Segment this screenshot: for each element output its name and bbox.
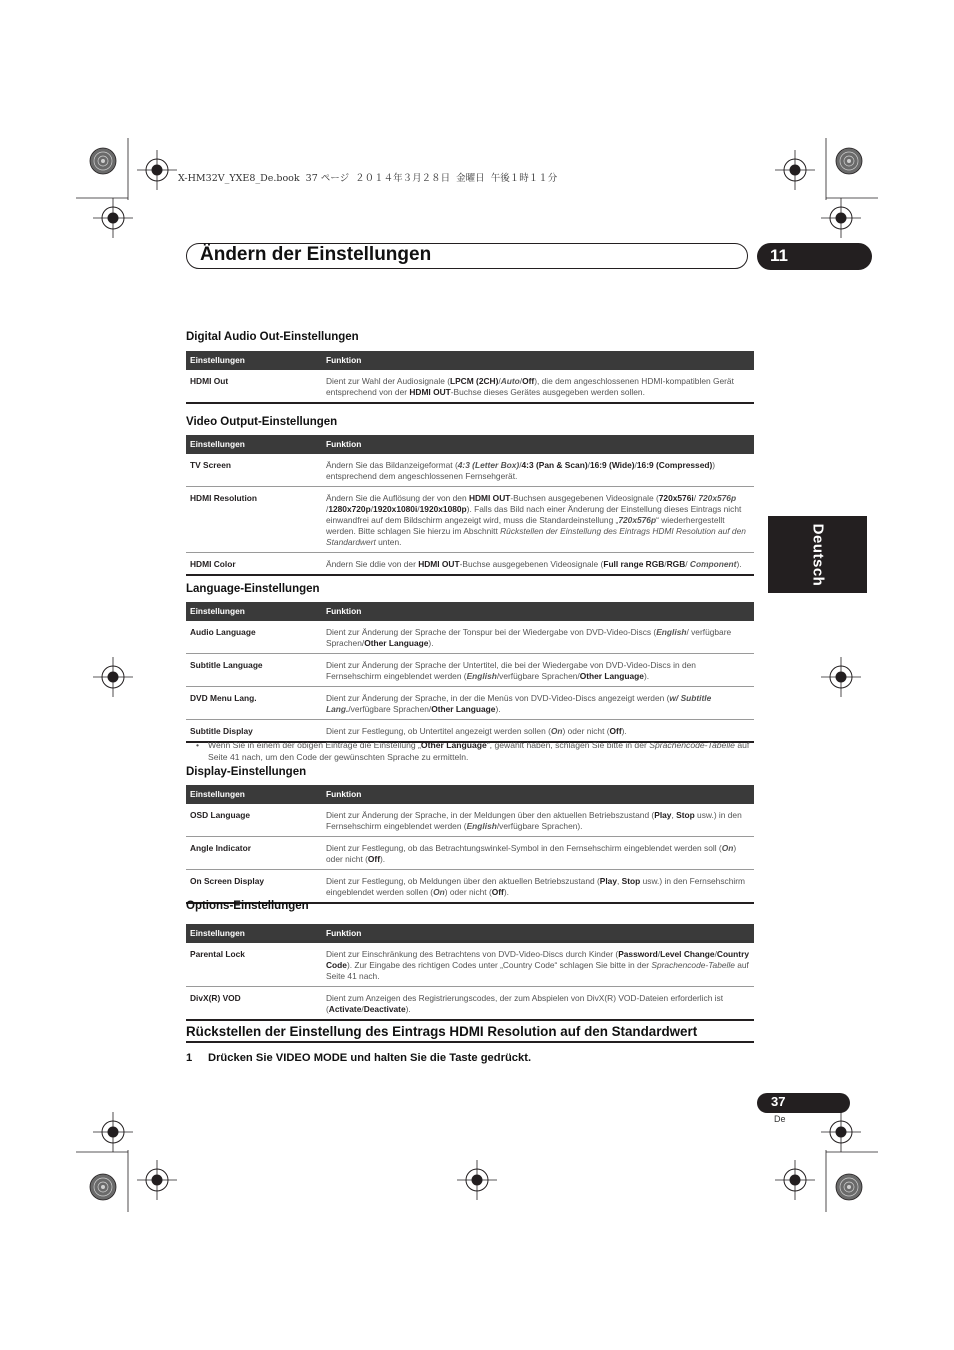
text-run: ). bbox=[380, 854, 386, 864]
text-run: Level Change bbox=[660, 949, 715, 959]
text-run: Play bbox=[654, 810, 672, 820]
text-run: Ändern Sie ddie von der bbox=[326, 559, 419, 569]
text-run: 16:9 (Compressed) bbox=[636, 460, 713, 470]
text-run: Wenn Sie in einem der obigen Einträge die Einstellung „ bbox=[208, 740, 421, 750]
setting-function bbox=[322, 870, 754, 904]
text-run: unten. bbox=[375, 537, 402, 547]
section-title-language: Language-Einstellungen bbox=[186, 583, 320, 595]
setting-function bbox=[322, 943, 754, 987]
text-run bbox=[722, 843, 734, 853]
text-run: Dient zum Anzeigen des Registrierungscodes, der zum Abspielen von DivX(R) VOD-Dateien erforderlich ist ( bbox=[326, 993, 724, 1014]
text-run: Rückstellen der Einstellung des Eintrags HDMI Resolution auf den Standardwert bbox=[326, 526, 746, 547]
text-run: HDMI OUT bbox=[468, 493, 511, 503]
text-run: ) oder nicht ( bbox=[562, 726, 610, 736]
text-run: “, gewählt haben, schlagen Sie bitte in der bbox=[486, 740, 650, 750]
text-run: Stop bbox=[676, 810, 695, 820]
setting-name: Subtitle Language bbox=[186, 654, 322, 687]
text-run: ). bbox=[495, 704, 501, 714]
text-run: 16:9 (Wide) bbox=[589, 460, 635, 470]
text-run: Stop bbox=[621, 876, 641, 886]
setting-function bbox=[322, 553, 754, 576]
text-run bbox=[467, 671, 497, 681]
col-setting: Einstellungen bbox=[186, 785, 322, 804]
text-run: 1280x720p bbox=[328, 504, 371, 514]
setting-name: TV Screen bbox=[186, 454, 322, 487]
text-run: ). bbox=[428, 638, 434, 648]
reset-heading-rule bbox=[186, 1041, 754, 1043]
text-run: w/ Subtitle Lang. bbox=[326, 693, 712, 714]
setting-function bbox=[322, 454, 754, 487]
setting-function bbox=[322, 837, 754, 870]
table-language bbox=[186, 602, 754, 743]
text-run: Dient zur Festlegung, ob Meldungen über den aktuellen Betriebszustand ( bbox=[326, 876, 600, 886]
text-run: ) oder nicht ( bbox=[326, 843, 737, 864]
language-tab bbox=[768, 516, 867, 593]
text-run: Other Language bbox=[420, 740, 487, 750]
text-run: English bbox=[466, 671, 497, 681]
text-run bbox=[551, 726, 563, 736]
text-run: 720x576p bbox=[618, 515, 657, 525]
setting-name: HDMI Color bbox=[186, 553, 322, 576]
section-title-digital-audio: Digital Audio Out-Einstellungen bbox=[186, 331, 359, 343]
text-run: ). Falls das Bild nach einer Änderung der Einstellung dieses Eintrags nicht einwandfrei auf dem Bildschirm angezeigt wird, muss die Standardeinstellung „ bbox=[326, 504, 742, 525]
step-text: Drücken Sie VIDEO MODE und halten Sie die Taste gedrückt. bbox=[208, 1052, 532, 1064]
text-run: Dient zur Einschränkung des Betrachtens von DVD-Video-Discs durch Kinder ( bbox=[326, 949, 619, 959]
setting-name: HDMI Out bbox=[186, 370, 322, 403]
text-run: Dient zur Wahl der Audiosignale ( bbox=[326, 376, 450, 386]
text-run: English bbox=[466, 821, 497, 831]
text-run: / bbox=[634, 460, 637, 470]
text-run: /verfügbare Sprachen). bbox=[496, 821, 583, 831]
table-row bbox=[186, 804, 754, 837]
setting-function bbox=[322, 687, 754, 720]
text-run: Off bbox=[522, 376, 535, 386]
text-run: -Buchse dieses Gerätes ausgegeben werden sollen. bbox=[450, 387, 645, 397]
setting-name: DivX(R) VOD bbox=[186, 987, 322, 1021]
text-run: / bbox=[498, 376, 501, 386]
text-run: / bbox=[693, 493, 699, 503]
setting-name: Audio Language bbox=[186, 621, 322, 654]
note bbox=[196, 739, 756, 763]
table-row bbox=[186, 621, 754, 654]
text-run: / bbox=[714, 949, 717, 959]
text-run: / bbox=[657, 949, 661, 959]
text-run: Dient zur Festlegung, ob das Betrachtungswinkel-Symbol in den Fernsehschirm eingeblendet werden soll ( bbox=[326, 843, 722, 853]
setting-name: DVD Menu Lang. bbox=[186, 687, 322, 720]
setting-name: Parental Lock bbox=[186, 943, 322, 987]
text-run: Play bbox=[599, 876, 617, 886]
text-run: usw.) in den Fernsehschirm eingeblendet werden ( bbox=[326, 810, 742, 831]
text-run: “ wiederhergestellt werden. Bitte schlagen Sie hierzu im Abschnitt bbox=[326, 515, 725, 536]
text-run: / bbox=[587, 460, 590, 470]
col-setting: Einstellungen bbox=[186, 602, 322, 621]
table-options bbox=[186, 924, 754, 1021]
text-run: On bbox=[721, 843, 734, 853]
text-run bbox=[618, 515, 656, 525]
col-function: Funktion bbox=[322, 785, 754, 804]
text-run bbox=[656, 627, 686, 637]
text-run: Activate bbox=[328, 1004, 362, 1014]
table-row bbox=[186, 553, 754, 576]
text-run bbox=[433, 887, 445, 897]
reset-heading: Rückstellen der Einstellung des Eintrags HDMI Resolution auf den Standardwert bbox=[186, 1024, 698, 1039]
step-1 bbox=[186, 1052, 531, 1064]
setting-function bbox=[322, 804, 754, 837]
col-setting: Einstellungen bbox=[186, 351, 322, 370]
text-run: On bbox=[433, 887, 445, 897]
text-run bbox=[690, 559, 737, 569]
text-run: ). bbox=[736, 559, 742, 569]
setting-function bbox=[322, 370, 754, 403]
setting-function bbox=[322, 487, 754, 553]
text-run bbox=[467, 821, 497, 831]
text-run: Component bbox=[689, 559, 737, 569]
page-language: De bbox=[774, 1114, 786, 1124]
note-text bbox=[196, 739, 756, 763]
note-bullet: • bbox=[196, 740, 200, 750]
text-run: / bbox=[361, 1004, 364, 1014]
text-run: 720x576i bbox=[658, 493, 694, 503]
text-run: HDMI OUT bbox=[418, 559, 460, 569]
text-run: Dient zur Änderung der Sprache, in der Meldungen über den aktuellen Betriebszustand ( bbox=[326, 810, 655, 820]
table-row bbox=[186, 987, 754, 1021]
text-run: / bbox=[664, 559, 667, 569]
text-run: ) oder nicht ( bbox=[444, 887, 492, 897]
text-run: Other Language bbox=[431, 704, 496, 714]
table-video-output bbox=[186, 435, 754, 576]
text-run: LPCM (2CH) bbox=[449, 376, 499, 386]
table-row bbox=[186, 687, 754, 720]
text-run: ). bbox=[643, 671, 650, 681]
table-row bbox=[186, 654, 754, 687]
text-run: Deactivate bbox=[363, 1004, 406, 1014]
language-tab-label: Deutsch bbox=[809, 523, 826, 586]
text-run: HDMI OUT bbox=[409, 387, 451, 397]
text-run: / bbox=[685, 559, 690, 569]
text-run: Other Language bbox=[364, 638, 429, 648]
section-title-video-output: Video Output-Einstellungen bbox=[186, 416, 338, 428]
text-run: On bbox=[550, 726, 563, 736]
setting-name: Subtitle Display bbox=[186, 720, 322, 743]
chapter-title: Ändern der Einstellungen bbox=[200, 244, 432, 265]
setting-function bbox=[322, 621, 754, 654]
text-run: English bbox=[656, 627, 687, 637]
text-run: Dient zur Änderung der Sprache der Tonspur bei der Wiedergabe von DVD-Video-Discs ( bbox=[326, 627, 657, 637]
step-number: 1 bbox=[186, 1052, 193, 1064]
table-row bbox=[186, 870, 754, 904]
section-title-options: Options-Einstellungen bbox=[186, 900, 309, 912]
setting-name: On Screen Display bbox=[186, 870, 322, 904]
text-run bbox=[698, 493, 736, 503]
text-run bbox=[457, 460, 522, 470]
text-run: ) entsprechend dem angeschlossenen Fernsehgerät. bbox=[326, 460, 716, 481]
text-run: Sprachencode-Tabelle bbox=[651, 960, 735, 970]
text-run: / bbox=[370, 504, 374, 514]
table-row bbox=[186, 837, 754, 870]
table-display bbox=[186, 785, 754, 904]
text-run: Other Language bbox=[579, 671, 644, 681]
print-header-line: X-HM32V_YXE8_De.book 37 ページ ２０１４年３月２８日 金曜日 午後１時１１分 bbox=[178, 173, 558, 184]
setting-function bbox=[322, 987, 754, 1021]
page-number: 37 bbox=[757, 1093, 850, 1113]
col-setting: Einstellungen bbox=[186, 924, 322, 943]
text-run: auf Seite 41 nach, um den Code der gewünschten Sprache zu ermitteln. bbox=[208, 740, 750, 762]
text-run: 720x576p bbox=[698, 493, 737, 503]
text-run: / verfügbare Sprachen/ bbox=[326, 627, 732, 648]
chapter-number: 11 bbox=[757, 243, 872, 270]
table-digital-audio bbox=[186, 351, 754, 404]
text-run: /verfügbare Sprachen/ bbox=[496, 671, 580, 681]
text-run: RGB bbox=[666, 559, 686, 569]
text-run bbox=[500, 376, 523, 386]
text-run: , bbox=[671, 810, 677, 820]
text-run: / bbox=[326, 504, 329, 514]
text-run: ). bbox=[405, 1004, 411, 1014]
table-row bbox=[186, 370, 754, 403]
col-setting: Einstellungen bbox=[186, 435, 322, 454]
section-title-display: Display-Einstellungen bbox=[186, 766, 307, 778]
text-run: Country Code bbox=[326, 949, 749, 970]
setting-name: HDMI Resolution bbox=[186, 487, 322, 553]
col-function: Funktion bbox=[322, 351, 754, 370]
text-run: Dient zur Änderung der Sprache der Untertitel, die bei der Wiedergabe von DVD-Video-Discs in den Fernsehschirm eingeblendet werden ( bbox=[326, 660, 696, 681]
text-run: ). Zur Eingabe des richtigen Codes unter „Country Code“ schlagen Sie bitte in der bbox=[346, 960, 652, 970]
text-run: , bbox=[617, 876, 622, 886]
text-run: Auto bbox=[500, 376, 520, 386]
text-run: auf Seite 41 nach. bbox=[326, 960, 749, 981]
text-run: Full range RGB bbox=[603, 559, 665, 569]
table-row bbox=[186, 454, 754, 487]
text-run: ). bbox=[503, 887, 509, 897]
setting-function bbox=[322, 654, 754, 687]
text-run: usw.) in den Fernsehschirm eingeblendet werden sollen ( bbox=[326, 876, 745, 897]
text-run: 4:3 (Letter Box) bbox=[457, 460, 520, 470]
text-run: /verfügbare Sprachen/ bbox=[348, 704, 432, 714]
text-run: Dient zur Festlegung, ob Untertitel angezeigt werden sollen ( bbox=[326, 726, 551, 736]
col-function: Funktion bbox=[322, 435, 754, 454]
text-run: Off bbox=[491, 887, 504, 897]
text-run: / bbox=[519, 376, 523, 386]
text-run: / bbox=[417, 504, 420, 514]
text-run: Off bbox=[367, 854, 380, 864]
text-run: -Buchse ausgegebenen Videosignale ( bbox=[459, 559, 604, 569]
setting-name: Angle Indicator bbox=[186, 837, 322, 870]
text-run: Sprachencode-Tabelle bbox=[649, 740, 735, 750]
text-run: Off bbox=[609, 726, 622, 736]
table-row bbox=[186, 943, 754, 987]
text-run: Password bbox=[618, 949, 658, 959]
text-run: Ändern Sie das Bildanzeigeformat ( bbox=[326, 460, 458, 470]
text-run: Dient zur Änderung der Sprache, in der die Menüs von DVD-Video-Discs angezeigt werden ( bbox=[326, 693, 670, 703]
col-function: Funktion bbox=[322, 602, 754, 621]
text-run: ), die dem angeschlossenen HDMI-kompatiblen Gerät entsprechend von der bbox=[326, 376, 734, 397]
setting-name: OSD Language bbox=[186, 804, 322, 837]
text-run: Ändern Sie die Auflösung der von den bbox=[326, 493, 469, 503]
text-run: 1920x1080i bbox=[373, 504, 418, 514]
table-row bbox=[186, 487, 754, 553]
text-run: ). bbox=[621, 726, 627, 736]
text-run: -Buchsen ausgegebenen Videosignale ( bbox=[510, 493, 659, 503]
col-function: Funktion bbox=[322, 924, 754, 943]
text-run: 1920x1080p bbox=[419, 504, 467, 514]
text-run: 4:3 (Pan & Scan) bbox=[521, 460, 588, 470]
text-run: / bbox=[519, 460, 522, 470]
